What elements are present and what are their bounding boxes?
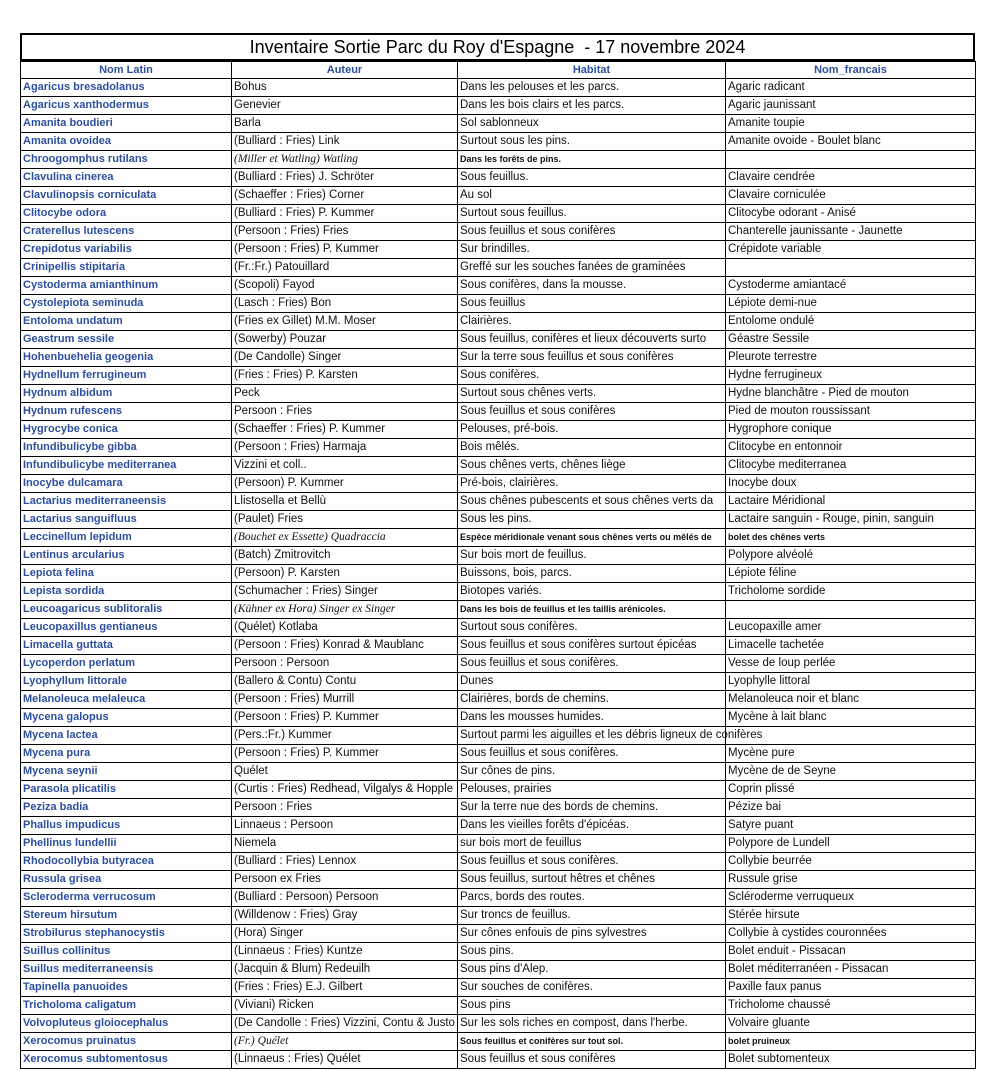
cell-nom-latin: Scleroderma verrucosum [21,889,232,907]
cell-auteur: (Persoon : Fries) P. Kummer [232,745,458,763]
cell-auteur: (Viviani) Ricken [232,997,458,1015]
cell-habitat: Surtout sous conifères. [458,619,726,637]
cell-nom-latin: Lyophyllum littorale [21,673,232,691]
cell-habitat: Sous feuillus et sous conifères. [458,655,726,673]
column-header-nom-francais: Nom_francais [726,62,976,79]
cell-nom-latin: Leucopaxillus gentianeus [21,619,232,637]
table-row [21,601,976,619]
cell-auteur: (Bulliard : Persoon) Persoon [232,889,458,907]
table-row [21,403,976,421]
table-body [21,79,976,1069]
cell-nom-latin: Mycena lactea [21,727,232,745]
cell-nom-francais: Lactaire Méridional [726,493,976,511]
cell-nom-francais: Pleurote terrestre [726,349,976,367]
cell-nom-francais: Bolet enduit - Pissacan [726,943,976,961]
cell-nom-francais: Lyophylle littoral [726,673,976,691]
cell-nom-latin: Amanita ovoidea [21,133,232,151]
cell-auteur: (Curtis : Fries) Redhead, Vilgalys & Hopple [232,781,458,799]
cell-nom-latin: Agaricus bresadolanus [21,79,232,97]
cell-nom-francais: Leucopaxille amer [726,619,976,637]
cell-habitat: Dans les mousses humides. [458,709,726,727]
table-row [21,871,976,889]
table-row [21,583,976,601]
cell-auteur: Persoon ex Fries [232,871,458,889]
cell-nom-latin: Leccinellum lepidum [21,529,232,547]
cell-nom-francais: Mycène pure [726,745,976,763]
cell-nom-latin: Stereum hirsutum [21,907,232,925]
table-row [21,241,976,259]
cell-habitat: Sous feuillus et sous conifères [458,223,726,241]
table-row [21,79,976,97]
cell-auteur: (Linnaeus : Fries) Kuntze [232,943,458,961]
table-row [21,493,976,511]
cell-habitat: Sous chênes verts, chênes liège [458,457,726,475]
cell-nom-latin: Rhodocollybia butyracea [21,853,232,871]
cell-nom-latin: Chroogomphus rutilans [21,151,232,169]
table-row [21,853,976,871]
cell-nom-francais: Amanite toupie [726,115,976,133]
cell-auteur: (Fr.) Quélet [232,1033,458,1051]
cell-auteur: (Kühner ex Hora) Singer ex Singer [232,601,458,619]
cell-auteur: (Quélet) Kotlaba [232,619,458,637]
table-row [21,961,976,979]
cell-habitat: Surtout sous feuillus. [458,205,726,223]
cell-habitat: Sous feuillus, surtout hêtres et chênes [458,871,726,889]
cell-nom-francais: Polypore alvéolé [726,547,976,565]
cell-habitat: Clairières. [458,313,726,331]
cell-nom-latin: Hydnellum ferrugineum [21,367,232,385]
cell-auteur: (Persoon : Fries) P. Kummer [232,709,458,727]
cell-nom-latin: Clavulinopsis corniculata [21,187,232,205]
table-row [21,313,976,331]
table-row [21,151,976,169]
cell-habitat: Sous feuillus et sous conifères [458,1051,726,1069]
cell-nom-latin: Crepidotus variabilis [21,241,232,259]
cell-nom-latin: Limacella guttata [21,637,232,655]
cell-auteur: (Sowerby) Pouzar [232,331,458,349]
cell-nom-francais: Russule grise [726,871,976,889]
cell-auteur: (Miller et Watling) Watling [232,151,458,169]
cell-habitat: Sous feuillus, conifères et lieux découverts surto [458,331,726,349]
table-row [21,691,976,709]
cell-nom-francais: Clitocybe en entonnoir [726,439,976,457]
cell-auteur: (Persoon : Fries) Harmaja [232,439,458,457]
cell-auteur: Vizzini et coll.. [232,457,458,475]
cell-nom-francais: Clavaire corniculée [726,187,976,205]
cell-nom-francais: Hydne blanchâtre - Pied de mouton [726,385,976,403]
cell-nom-latin: Tricholoma caligatum [21,997,232,1015]
cell-nom-latin: Mycena seynii [21,763,232,781]
cell-nom-latin: Suillus collinitus [21,943,232,961]
table-row [21,727,976,745]
cell-habitat: Parcs, bords des routes. [458,889,726,907]
cell-habitat: Sous chênes pubescents et sous chênes verts da [458,493,726,511]
cell-nom-francais: Pied de mouton roussissant [726,403,976,421]
cell-habitat: Buissons, bois, parcs. [458,565,726,583]
cell-auteur: (Persoon) P. Karsten [232,565,458,583]
cell-auteur: (Schumacher : Fries) Singer [232,583,458,601]
cell-auteur: Barla [232,115,458,133]
cell-habitat: Pelouses, prairies [458,781,726,799]
cell-nom-latin: Hydnum rufescens [21,403,232,421]
cell-nom-francais [726,259,976,277]
cell-nom-francais: Agaric radicant [726,79,976,97]
table-row [21,709,976,727]
cell-auteur: (Fries : Fries) E.J. Gilbert [232,979,458,997]
cell-nom-latin: Phellinus lundellii [21,835,232,853]
table-row [21,781,976,799]
table-row [21,133,976,151]
inventory-sheet [20,33,975,1069]
table-row [21,547,976,565]
cell-habitat: Sur souches de conifères. [458,979,726,997]
cell-nom-latin: Volvopluteus gloiocephalus [21,1015,232,1033]
cell-nom-latin: Entoloma undatum [21,313,232,331]
cell-nom-francais: Pézize bai [726,799,976,817]
cell-habitat: Sous conifères. [458,367,726,385]
cell-habitat: Surtout sous les pins. [458,133,726,151]
column-header-habitat: Habitat [458,62,726,79]
table-row [21,673,976,691]
table-row [21,817,976,835]
table-row [21,1051,976,1069]
table-row [21,565,976,583]
cell-nom-francais: Hydne ferrugineux [726,367,976,385]
table-row [21,367,976,385]
cell-habitat: Sous feuillus et conifères sur tout sol. [458,1033,726,1051]
cell-nom-francais: Clitocybe mediterranea [726,457,976,475]
cell-nom-latin: Tapinella panuoides [21,979,232,997]
cell-auteur: (Jacquin & Blum) Redeuilh [232,961,458,979]
cell-nom-francais: Lépiote demi-nue [726,295,976,313]
cell-auteur: Quélet [232,763,458,781]
table-row [21,187,976,205]
cell-auteur: Llistosella et Bellù [232,493,458,511]
table-row [21,169,976,187]
cell-nom-latin: Mycena galopus [21,709,232,727]
cell-habitat: Sous pins [458,997,726,1015]
cell-nom-francais [726,151,976,169]
cell-auteur: (Scopoli) Fayod [232,277,458,295]
cell-habitat: Sur cônes enfouis de pins sylvestres [458,925,726,943]
cell-nom-latin: Mycena pura [21,745,232,763]
table-row [21,295,976,313]
cell-nom-latin: Inocybe dulcamara [21,475,232,493]
cell-habitat: Sous feuillus et sous conifères. [458,853,726,871]
cell-habitat: Sol sablonneux [458,115,726,133]
cell-nom-francais: Inocybe doux [726,475,976,493]
cell-nom-francais: Lépiote féline [726,565,976,583]
cell-auteur: (Fries ex Gillet) M.M. Moser [232,313,458,331]
cell-habitat: Sous feuillus [458,295,726,313]
cell-nom-latin: Amanita boudieri [21,115,232,133]
table-row [21,115,976,133]
cell-nom-latin: Leucoagaricus sublitoralis [21,601,232,619]
cell-nom-francais: Polypore de Lundell [726,835,976,853]
cell-habitat: Sur brindilles. [458,241,726,259]
table-row [21,925,976,943]
cell-auteur: (Bulliard : Fries) J. Schröter [232,169,458,187]
table-row [21,529,976,547]
cell-nom-francais: Volvaire gluante [726,1015,976,1033]
cell-habitat: Sous les pins. [458,511,726,529]
table-row [21,799,976,817]
cell-nom-latin: Suillus mediterraneensis [21,961,232,979]
table-row [21,511,976,529]
cell-nom-francais: bolet pruineux [726,1033,976,1051]
cell-auteur: (Bulliard : Fries) Lennox [232,853,458,871]
cell-nom-francais: Chanterelle jaunissante - Jaunette [726,223,976,241]
cell-nom-latin: Infundibulicybe gibba [21,439,232,457]
cell-nom-latin: Hygrocybe conica [21,421,232,439]
cell-habitat: sur bois mort de feuillus [458,835,726,853]
cell-nom-francais: Cystoderme amiantacé [726,277,976,295]
cell-nom-latin: Cystolepiota seminuda [21,295,232,313]
table-row [21,655,976,673]
cell-auteur: (Lasch : Fries) Bon [232,295,458,313]
cell-nom-francais [726,601,976,619]
cell-nom-francais [726,727,976,745]
cell-auteur: (Ballero & Contu) Contu [232,673,458,691]
cell-nom-latin: Lentinus arcularius [21,547,232,565]
cell-nom-francais: Collybie à cystides couronnées [726,925,976,943]
table-row [21,349,976,367]
table-row [21,457,976,475]
cell-auteur: (Persoon : Fries) P. Kummer [232,241,458,259]
table-row [21,331,976,349]
cell-nom-latin: Clitocybe odora [21,205,232,223]
table-row [21,745,976,763]
cell-habitat: Surtout sous chênes verts. [458,385,726,403]
cell-auteur: (Bulliard : Fries) Link [232,133,458,151]
table-row [21,1033,976,1051]
cell-nom-francais: Melanoleuca noir et blanc [726,691,976,709]
cell-auteur: (Persoon) P. Kummer [232,475,458,493]
cell-auteur: (Bulliard : Fries) P. Kummer [232,205,458,223]
cell-nom-francais: Mycène à lait blanc [726,709,976,727]
cell-nom-latin: Lycoperdon perlatum [21,655,232,673]
cell-auteur: Bohus [232,79,458,97]
cell-nom-latin: Lepiota felina [21,565,232,583]
table-row [21,421,976,439]
cell-nom-francais: Lactaire sanguin - Rouge, pinin, sanguin [726,511,976,529]
cell-nom-latin: Infundibulicybe mediterranea [21,457,232,475]
cell-auteur: Peck [232,385,458,403]
cell-auteur: (Batch) Zmitrovitch [232,547,458,565]
cell-auteur: (Hora) Singer [232,925,458,943]
cell-nom-latin: Crinipellis stipitaria [21,259,232,277]
cell-auteur: (Pers.:Fr.) Kummer [232,727,458,745]
cell-nom-latin: Cystoderma amianthinum [21,277,232,295]
cell-nom-latin: Xerocomus pruinatus [21,1033,232,1051]
table-row [21,943,976,961]
cell-nom-francais: Amanite ovoide - Boulet blanc [726,133,976,151]
cell-habitat: Dans les pelouses et les parcs. [458,79,726,97]
cell-nom-francais: Crépidote variable [726,241,976,259]
table-row [21,637,976,655]
cell-nom-francais: Tricholome sordide [726,583,976,601]
cell-habitat: Sur bois mort de feuillus. [458,547,726,565]
cell-habitat: Sous conifères, dans la mousse. [458,277,726,295]
table-row [21,223,976,241]
cell-habitat: Sur les sols riches en compost, dans l'herbe. [458,1015,726,1033]
cell-nom-francais: Scléroderme verruqueux [726,889,976,907]
table-row [21,97,976,115]
table-row [21,475,976,493]
cell-nom-francais: Bolet subtomenteux [726,1051,976,1069]
cell-nom-francais: Limacelle tachetée [726,637,976,655]
cell-auteur: (Fries : Fries) P. Karsten [232,367,458,385]
cell-auteur: (Willdenow : Fries) Gray [232,907,458,925]
cell-nom-francais: Stérée hirsute [726,907,976,925]
table-row [21,205,976,223]
cell-nom-francais: Satyre puant [726,817,976,835]
table-row [21,997,976,1015]
cell-habitat: Sous feuillus et sous conifères. [458,745,726,763]
cell-habitat: Sous pins. [458,943,726,961]
cell-auteur: Persoon : Persoon [232,655,458,673]
cell-nom-francais: Entolome ondulé [726,313,976,331]
table-row [21,763,976,781]
cell-nom-francais: Paxille faux panus [726,979,976,997]
cell-habitat: Pré-bois, clairières. [458,475,726,493]
cell-nom-latin: Lepista sordida [21,583,232,601]
table-row [21,889,976,907]
cell-habitat: Sous feuillus et sous conifères surtout épicéas [458,637,726,655]
table-row [21,259,976,277]
page-title: Inventaire Sortie Parc du Roy d'Espagne - 17 novembre 2024 [20,33,975,61]
cell-nom-francais: Clavaire cendrée [726,169,976,187]
cell-auteur: (Paulet) Fries [232,511,458,529]
cell-habitat: Bois mêlés. [458,439,726,457]
cell-nom-francais: Bolet méditerranéen - Pissacan [726,961,976,979]
cell-habitat: Espèce méridionale venant sous chênes verts ou mêlés de [458,529,726,547]
cell-auteur: (De Candolle : Fries) Vizzini, Contu & Justo [232,1015,458,1033]
column-header-nom-latin: Nom Latin [21,62,232,79]
cell-habitat: Sur cônes de pins. [458,763,726,781]
cell-habitat: Sous pins d'Alep. [458,961,726,979]
cell-habitat: Pelouses, pré-bois. [458,421,726,439]
cell-nom-latin: Craterellus lutescens [21,223,232,241]
cell-habitat: Dans les bois clairs et les parcs. [458,97,726,115]
cell-nom-francais: Hygrophore conique [726,421,976,439]
cell-nom-latin: Peziza badia [21,799,232,817]
cell-nom-francais: Vesse de loup perlée [726,655,976,673]
cell-nom-francais: Collybie beurrée [726,853,976,871]
cell-habitat: Sous feuillus et sous conifères [458,403,726,421]
cell-nom-latin: Clavulina cinerea [21,169,232,187]
cell-nom-francais: Mycène de de Seyne [726,763,976,781]
cell-nom-francais: Coprin plissé [726,781,976,799]
cell-auteur: (Persoon : Fries) Murrill [232,691,458,709]
cell-nom-latin: Geastrum sessile [21,331,232,349]
cell-habitat: Sous feuillus. [458,169,726,187]
inventory-table [20,61,976,1069]
cell-auteur: (Schaeffer : Fries) Corner [232,187,458,205]
table-row [21,385,976,403]
cell-auteur: Persoon : Fries [232,799,458,817]
cell-habitat: Dans les bois de feuillus et les taillis arénicoles. [458,601,726,619]
cell-habitat: Dans les forêts de pins. [458,151,726,169]
cell-habitat: Dunes [458,673,726,691]
table-row [21,835,976,853]
cell-auteur: (Fr.:Fr.) Patouillard [232,259,458,277]
table-row [21,979,976,997]
cell-auteur: Persoon : Fries [232,403,458,421]
cell-nom-latin: Melanoleuca melaleuca [21,691,232,709]
cell-auteur: (Persoon : Fries) Fries [232,223,458,241]
cell-habitat: Surtout parmi les aiguilles et les débris ligneux de conifères [458,727,726,745]
cell-auteur: (De Candolle) Singer [232,349,458,367]
cell-habitat: Biotopes variés. [458,583,726,601]
cell-habitat: Clairières, bords de chemins. [458,691,726,709]
header-row [21,62,976,79]
cell-habitat: Sur la terre nue des bords de chemins. [458,799,726,817]
cell-auteur: (Schaeffer : Fries) P. Kummer [232,421,458,439]
cell-auteur: Niemela [232,835,458,853]
table-row [21,439,976,457]
cell-habitat: Sur troncs de feuillus. [458,907,726,925]
cell-auteur: (Linnaeus : Fries) Quélet [232,1051,458,1069]
table-row [21,907,976,925]
cell-nom-latin: Hohenbuehelia geogenia [21,349,232,367]
column-header-auteur: Auteur [232,62,458,79]
table-row [21,619,976,637]
cell-habitat: Au sol [458,187,726,205]
table-row [21,1015,976,1033]
cell-habitat: Dans les vieilles forêts d'épicéas. [458,817,726,835]
cell-habitat: Sur la terre sous feuillus et sous conifères [458,349,726,367]
cell-auteur: (Bouchet ex Essette) Quadraccia [232,529,458,547]
cell-nom-francais: Clitocybe odorant - Anisé [726,205,976,223]
cell-nom-latin: Parasola plicatilis [21,781,232,799]
cell-nom-francais: Agaric jaunissant [726,97,976,115]
cell-nom-latin: Xerocomus subtomentosus [21,1051,232,1069]
cell-nom-francais: bolet des chênes verts [726,529,976,547]
cell-habitat: Greffé sur les souches fanées de graminées [458,259,726,277]
cell-nom-francais: Géastre Sessile [726,331,976,349]
cell-nom-francais: Tricholome chaussé [726,997,976,1015]
cell-nom-latin: Russula grisea [21,871,232,889]
cell-nom-latin: Lactarius sanguifluus [21,511,232,529]
cell-auteur: Linnaeus : Persoon [232,817,458,835]
table-row [21,277,976,295]
cell-nom-latin: Lactarius mediterraneensis [21,493,232,511]
cell-nom-latin: Strobilurus stephanocystis [21,925,232,943]
cell-nom-latin: Agaricus xanthodermus [21,97,232,115]
cell-auteur: (Persoon : Fries) Konrad & Maublanc [232,637,458,655]
cell-nom-latin: Phallus impudicus [21,817,232,835]
cell-nom-latin: Hydnum albidum [21,385,232,403]
cell-auteur: Genevier [232,97,458,115]
